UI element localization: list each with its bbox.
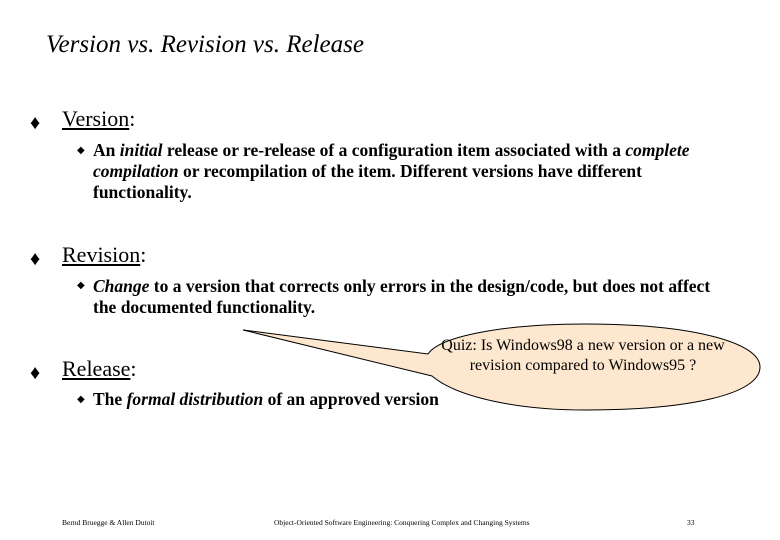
callout-text: Quiz: Is Windows98 a new version or a new revision compared to Windows95 ? — [441, 337, 725, 374]
release-desc-text: The — [93, 389, 127, 409]
version-desc-text: An — [93, 140, 120, 160]
small-diamond-icon: ◆ — [77, 394, 85, 405]
footer-book-title: Object-Oriented Software Engineering: Conquering Complex and Changing Systems — [274, 518, 530, 527]
diamond-bullet-icon: ♦ — [30, 112, 41, 134]
diamond-bullet-icon: ♦ — [30, 248, 41, 270]
diamond-bullet-icon: ♦ — [30, 362, 41, 384]
version-desc-italic: complete compilation — [93, 140, 690, 181]
term-version-label: Version — [62, 106, 130, 131]
term-revision-label: Revision — [62, 242, 141, 267]
revision-desc-italic: Change — [93, 276, 150, 296]
term-revision-colon: : — [140, 242, 147, 267]
version-desc-text: or recompilation of the item. Different versions have different functionality. — [93, 161, 642, 202]
revision-desc-text: to a version that corrects only errors in the design/code, but does not affect the documented functionality. — [93, 276, 711, 317]
release-desc-italic: formal distribution — [126, 389, 264, 409]
footer-page-number: 33 — [687, 518, 695, 527]
slide-title: Version vs. Revision vs. Release — [46, 31, 364, 58]
version-desc-text: release or re-release of a configuration item associated with a — [162, 140, 626, 160]
small-diamond-icon: ◆ — [77, 145, 85, 156]
version-desc-italic: initial — [119, 140, 163, 160]
term-version-colon: : — [129, 106, 136, 131]
term-release-colon: : — [130, 356, 137, 381]
small-diamond-icon: ◆ — [77, 280, 85, 291]
term-release-label: Release — [62, 356, 131, 381]
footer-authors: Bernd Bruegge & Allen Dutoit — [62, 518, 155, 527]
release-desc-text: of an approved version — [263, 389, 439, 409]
